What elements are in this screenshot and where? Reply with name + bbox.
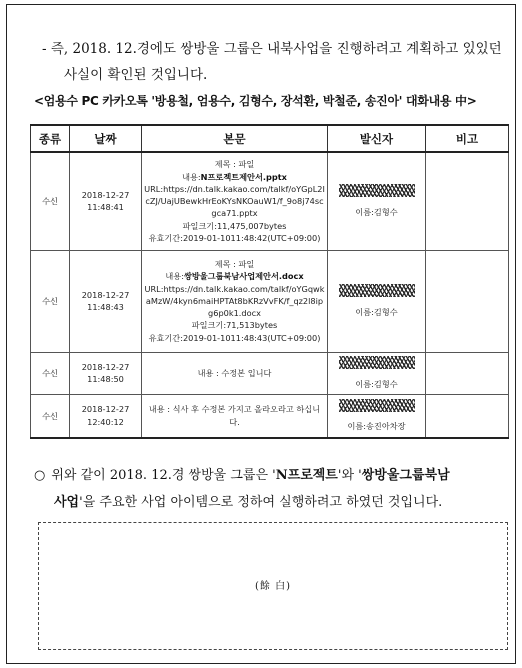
cell-note (426, 250, 509, 352)
sender-name: 이름:송진아차장 (347, 421, 406, 432)
time-value: 11:48:41 (87, 202, 124, 213)
body-expiry: 유효기간:2019-01-1011:48:42(UTC+09:00) (148, 232, 321, 243)
kakao-message-table (30, 124, 509, 439)
blank-box (38, 522, 508, 650)
redacted-mark (339, 399, 415, 412)
conclusion-paragraph (34, 462, 512, 516)
redacted-mark (339, 184, 415, 197)
conclusion-n-project: N프로젝트 (275, 468, 338, 483)
intro-paragraph (42, 36, 502, 88)
body-file-prefix: 내용: (182, 171, 201, 182)
cell-type: 수신 (31, 394, 70, 438)
conclusion-text-3: '을 주요한 사업 아이템으로 정하여 실행하려고 하였던 것입니다. (79, 495, 443, 510)
cell-date (70, 394, 142, 438)
cell-sender (328, 352, 426, 394)
conclusion-north-business-a: 쌍방울그룹북남 (361, 468, 450, 483)
conclusion-line-2 (34, 489, 512, 516)
body-url: URL:https://dn.talk.kakao.com/talkf/oYGqwkaMzW/4kyn6maiHPTAt8bKRzVvFK/f_qz2l8ipg6p0k1.docx (144, 283, 325, 319)
cell-sender (328, 250, 426, 352)
redacted-mark (339, 356, 415, 369)
cell-note (426, 152, 509, 250)
intro-line-1: - 즉, 2018. 12.경에도 쌍방울 그룹은 내북사업을 진행하려고 계획하고 있있던 (42, 41, 502, 57)
time-value: 11:48:50 (87, 374, 124, 384)
body-file-name: 쌍방울그룹북남사업제안서.docx (183, 271, 304, 282)
cell-type: 수신 (31, 250, 70, 352)
cell-date (70, 152, 142, 250)
cell-type: 수신 (31, 152, 70, 250)
conclusion-text-1: 위와 같이 2018. 12.경 쌍방울 그룹은 ' (51, 468, 276, 483)
date-value: 2018-12-27 (81, 404, 130, 415)
time-value: 11:48:43 (87, 302, 124, 312)
conclusion-north-business-b: 사업 (54, 495, 80, 510)
table-header-row (31, 125, 509, 152)
table-row (31, 152, 509, 250)
body-subject: 제목 : 파일 (214, 159, 255, 170)
table-row (31, 352, 509, 394)
header-sender: 발신자 (328, 125, 426, 152)
body-file-prefix: 내용: (165, 271, 184, 282)
circle-bullet-icon: ○ (34, 468, 46, 483)
date-value: 2018-12-27 (81, 361, 130, 372)
cell-note (426, 394, 509, 438)
cell-note (426, 352, 509, 394)
conclusion-text-2: '와 ' (337, 468, 362, 483)
body-file-size: 파일크기:71,513bytes (191, 320, 278, 331)
cell-body (142, 152, 328, 250)
cell-sender (328, 152, 426, 250)
cell-sender (328, 394, 426, 438)
body-subject: 제목 : 파일 (214, 258, 255, 269)
body-file-size: 파일크기:11,475,007bytes (182, 220, 287, 231)
header-body: 본문 (142, 125, 328, 152)
table-heading: <엄용수 PC 카카오톡 '방용철, 엄용수, 김형수, 장석환, 박철준, 송진아' 대화내용 中> (34, 94, 477, 108)
sender-name: 이름:김형수 (355, 306, 398, 317)
cell-date (70, 352, 142, 394)
date-value: 2018-12-27 (81, 289, 130, 300)
header-date: 날짜 (70, 125, 142, 152)
cell-body: 내용 : 식사 후 수정본 가지고 올라오라고 하십니다. (142, 394, 328, 438)
header-note: 비고 (426, 125, 509, 152)
body-file-name: N프로젝트제안서.pptx (200, 171, 287, 182)
blank-label: (餘 白) (255, 581, 291, 592)
cell-type: 수신 (31, 352, 70, 394)
time-value: 12:40:12 (87, 416, 124, 427)
body-expiry: 유효기간:2019-01-1011:48:43(UTC+09:00) (148, 332, 321, 343)
table-row (31, 250, 509, 352)
cell-body (142, 250, 328, 352)
body-url: URL:https://dn.talk.kakao.com/talkf/oYGpL2IcZJ/UajUBewkHrEoKYsNKOauW1/f_9o8j74scgca71.pptx (144, 183, 325, 219)
cell-date (70, 250, 142, 352)
date-value: 2018-12-27 (81, 189, 130, 200)
redacted-mark (339, 284, 415, 297)
sender-name: 이름:김형수 (355, 206, 398, 217)
table-row (31, 394, 509, 438)
cell-body: 내용 : 수정본 입니다 (142, 352, 328, 394)
intro-line-2: 사실이 확인된 것입니다. (64, 67, 208, 83)
sender-name: 이름:김형수 (355, 378, 398, 389)
header-type: 종류 (31, 125, 70, 152)
